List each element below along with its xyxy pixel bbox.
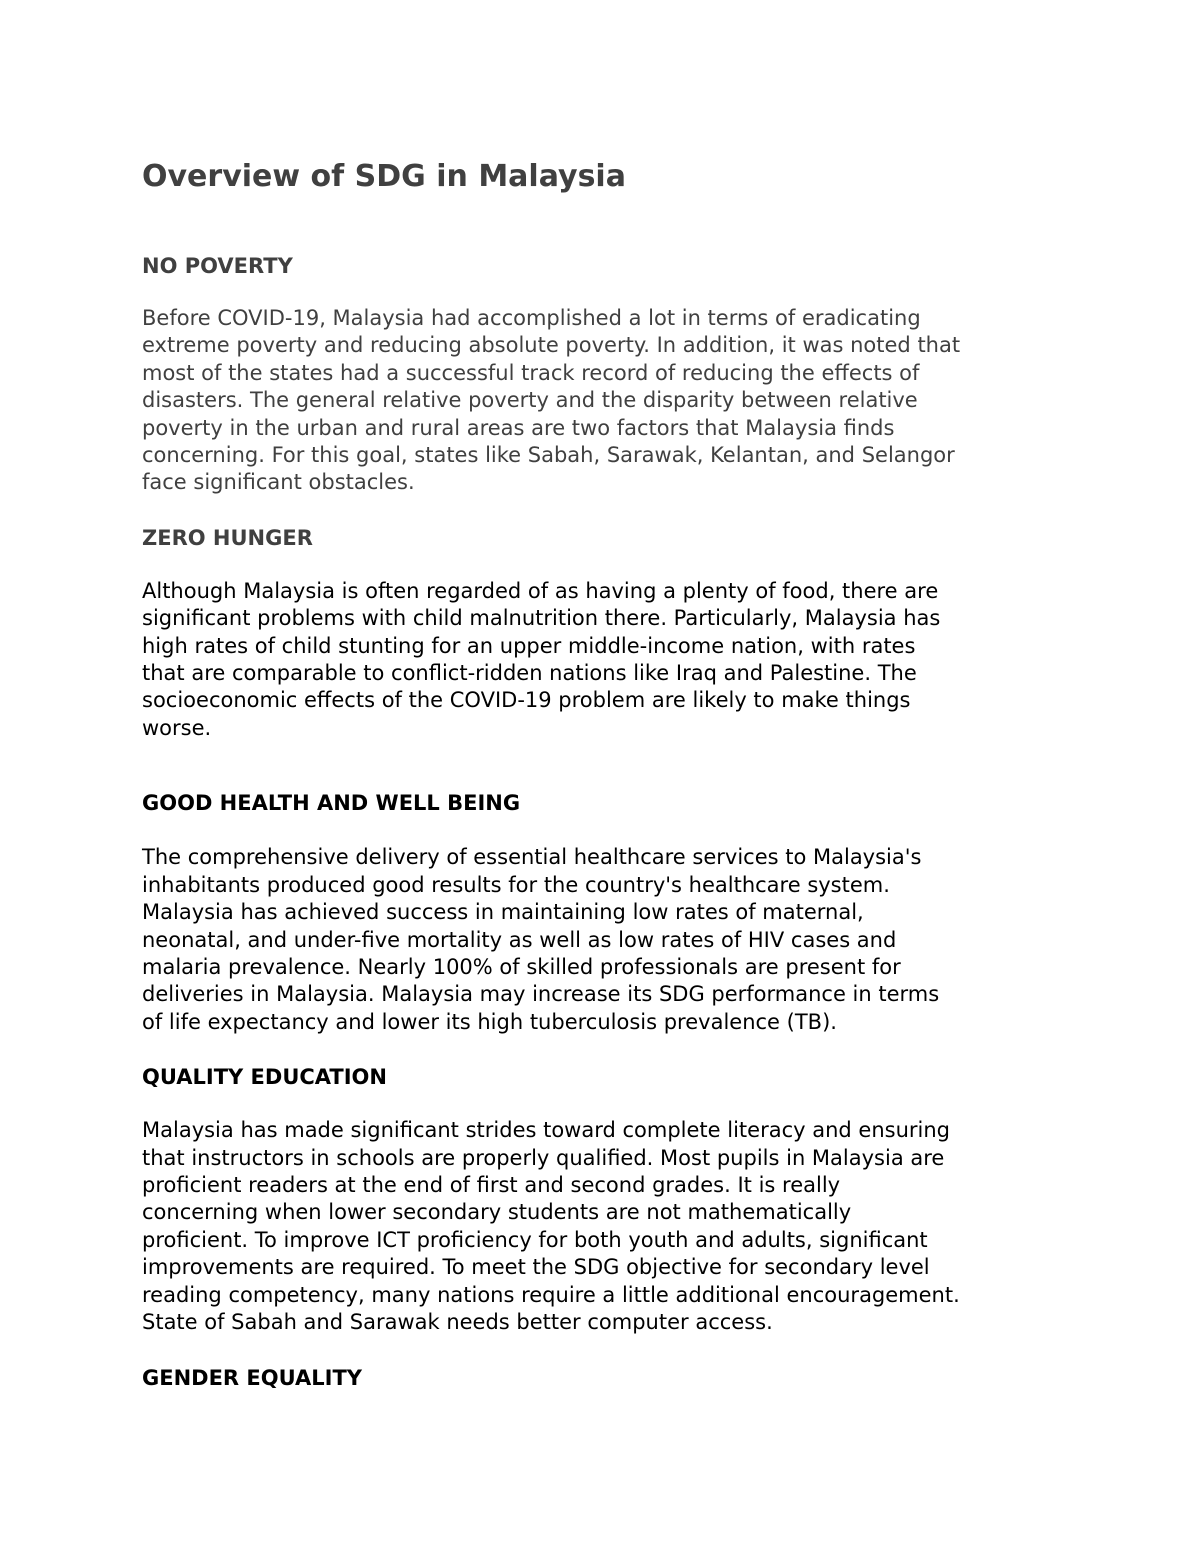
text-line: high rates of child stunting for an upper middle-income nation, with rates (142, 633, 916, 658)
text-line: neonatal, and under-five mortality as well as low rates of HIV cases and (142, 927, 897, 952)
text-line: poverty in the urban and rural areas are two factors that Malaysia finds (142, 415, 895, 440)
section-heading-gender-equality: GENDER EQUALITY (142, 1366, 362, 1391)
text-line: Malaysia has achieved success in maintaining low rates of maternal, (142, 900, 864, 925)
section-heading-no-poverty: NO POVERTY (142, 254, 293, 278)
section-heading-quality-education: QUALITY EDUCATION (142, 1065, 387, 1090)
text-line: improvements are required. To meet the SDG objective for secondary level (142, 1255, 930, 1280)
text-line: State of Sabah and Sarawak needs better computer access. (142, 1309, 773, 1334)
text-line: disasters. The general relative poverty and the disparity between relative (142, 388, 918, 413)
text-line: that are comparable to conflict-ridden nations like Iraq and Palestine. The (142, 661, 917, 686)
text-line: significant problems with child malnutrition there. Particularly, Malaysia has (142, 606, 941, 631)
section-paragraph-good-health (142, 844, 1077, 1036)
section-heading-good-health: GOOD HEALTH AND WELL BEING (142, 791, 521, 816)
text-line: face significant obstacles. (142, 470, 415, 495)
text-line: most of the states had a successful track record of reducing the effects of (142, 360, 920, 385)
section-paragraph-zero-hunger (142, 578, 1077, 742)
text-line: concerning. For this goal, states like Sabah, Sarawak, Kelantan, and Selangor (142, 443, 955, 468)
text-line: socioeconomic effects of the COVID-19 problem are likely to make things (142, 688, 911, 713)
text-line: The comprehensive delivery of essential healthcare services to Malaysia's (142, 845, 922, 870)
document-body (142, 158, 1077, 1392)
section-heading-zero-hunger: ZERO HUNGER (142, 525, 313, 550)
text-line: reading competency, many nations require a little additional encouragement. (142, 1282, 960, 1307)
text-line: inhabitants produced good results for the country's healthcare system. (142, 872, 890, 897)
page-title: Overview of SDG in Malaysia (142, 159, 626, 194)
text-line: worse. (142, 715, 212, 740)
text-line: of life expectancy and lower its high tuberculosis prevalence (TB). (142, 1009, 837, 1034)
text-line: extreme poverty and reducing absolute poverty. In addition, it was noted that (142, 333, 961, 358)
section-paragraph-quality-education (142, 1117, 1077, 1336)
text-line: Although Malaysia is often regarded of as having a plenty of food, there are (142, 578, 939, 603)
text-line: proficient. To improve ICT proficiency for both youth and adults, significant (142, 1227, 928, 1252)
text-line: Malaysia has made significant strides toward complete literacy and ensuring (142, 1118, 951, 1143)
text-line: that instructors in schools are properly qualified. Most pupils in Malaysia are (142, 1145, 945, 1170)
text-line: proficient readers at the end of first and second grades. It is really (142, 1172, 841, 1197)
text-line: deliveries in Malaysia. Malaysia may increase its SDG performance in terms (142, 982, 940, 1007)
section-paragraph-no-poverty (142, 305, 1077, 497)
text-line: Before COVID-19, Malaysia had accomplished a lot in terms of eradicating (142, 306, 921, 330)
text-line: concerning when lower secondary students are not mathematically (142, 1200, 852, 1225)
text-line: malaria prevalence. Nearly 100% of skilled professionals are present for (142, 954, 901, 979)
